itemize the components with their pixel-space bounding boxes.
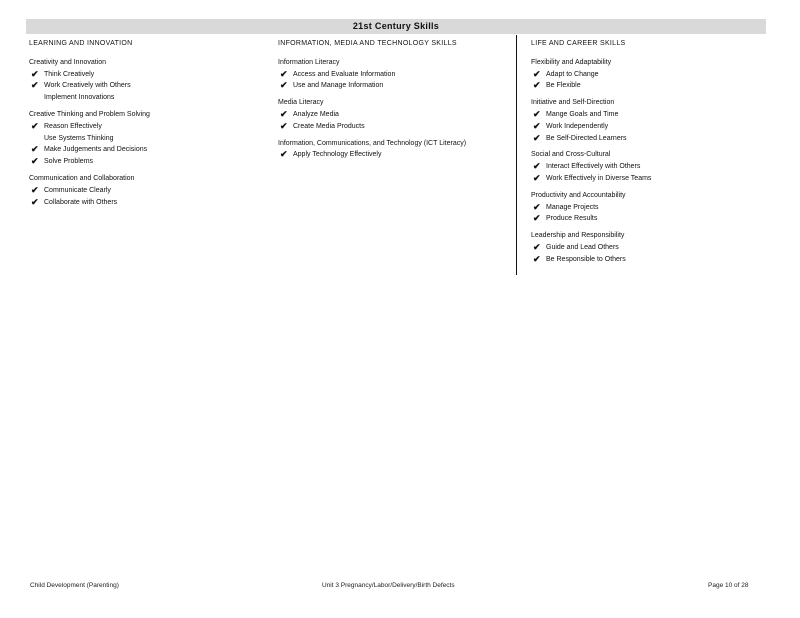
skill-item-label: Solve Problems <box>44 158 94 166</box>
skill-item <box>29 144 269 156</box>
skill-item <box>531 161 767 173</box>
checkmark-icon: ✔ <box>533 80 541 91</box>
skill-item-label: Work Creatively with Others <box>44 82 131 90</box>
page-title: 21st Century Skills <box>26 19 766 34</box>
skill-item <box>531 133 767 145</box>
footer-course: Child Development (Parenting) <box>30 582 119 589</box>
checkmark-icon: ✔ <box>533 108 541 119</box>
skill-item <box>278 121 514 133</box>
skill-item-label: Reason Effectively <box>44 122 102 130</box>
skill-item <box>29 133 269 145</box>
skill-item-label: Be Flexible <box>546 82 581 90</box>
checkmark-icon: ✔ <box>31 196 39 207</box>
checkmark-icon: ✔ <box>280 108 288 119</box>
skill-item-label: Be Responsible to Others <box>546 255 626 263</box>
skill-item-label: Guide and Lead Others <box>546 243 619 251</box>
skill-item <box>531 202 767 214</box>
checkmark-icon: ✔ <box>533 120 541 131</box>
checkmark-icon: ✔ <box>31 184 39 195</box>
column-heading: LEARNING AND INNOVATION <box>29 40 133 47</box>
skill-item <box>278 109 514 121</box>
skill-item-label: Adapt to Change <box>546 70 599 78</box>
skill-item <box>29 185 269 197</box>
checkmark-icon: ✔ <box>31 68 39 79</box>
skill-group-heading: Social and Cross-Cultural <box>531 151 611 159</box>
skill-item <box>278 69 514 81</box>
skill-item-label: Make Judgements and Decisions <box>44 146 148 154</box>
skill-item <box>531 121 767 133</box>
column-heading: LIFE AND CAREER SKILLS <box>531 40 626 47</box>
skill-item-label: Work Effectively in Diverse Teams <box>546 174 652 182</box>
skill-item <box>531 213 767 225</box>
skill-group <box>531 97 767 144</box>
checkmark-icon: ✔ <box>31 80 39 91</box>
checkmark-icon: ✔ <box>533 172 541 183</box>
checkmark-icon: ✔ <box>280 120 288 131</box>
skill-item-label: Apply Technology Effectively <box>293 151 382 159</box>
skill-group-heading: Flexibility and Adaptability <box>531 58 612 66</box>
skill-item-label: Think Creatively <box>44 70 95 78</box>
column-divider <box>516 35 517 275</box>
checkmark-icon: ✔ <box>533 132 541 143</box>
column-learning-innovation <box>29 38 269 213</box>
skill-item-label: Access and Evaluate Information <box>293 70 396 78</box>
checkmark-icon: ✔ <box>533 213 541 224</box>
skill-item <box>29 197 269 209</box>
skill-item-label: Communicate Clearly <box>44 186 111 194</box>
skill-group <box>531 230 767 265</box>
checkmark-icon: ✔ <box>280 149 288 160</box>
skill-item <box>29 80 269 92</box>
skill-group-heading: Leadership and Responsibility <box>531 232 625 240</box>
skill-item <box>531 254 767 266</box>
column-life-career <box>531 38 767 271</box>
skill-group-heading: Creative Thinking and Problem Solving <box>29 110 150 118</box>
skill-item-label: Create Media Products <box>293 122 365 130</box>
skill-item-label: Work Independently <box>546 122 609 130</box>
skill-group-heading: Information Literacy <box>278 58 340 66</box>
skill-item <box>278 149 514 161</box>
skill-group <box>278 97 514 132</box>
skill-item-label: Interact Effectively with Others <box>546 163 641 171</box>
skill-item-label: Use Systems Thinking <box>44 134 114 142</box>
skill-item-label: Produce Results <box>546 215 598 223</box>
skill-item-label: Mange Goals and Time <box>546 110 619 118</box>
skill-group <box>531 57 767 92</box>
checkmark-icon: ✔ <box>533 241 541 252</box>
skill-group-heading: Media Literacy <box>278 99 324 107</box>
checkmark-icon: ✔ <box>533 161 541 172</box>
column-information-media-technology <box>278 38 514 166</box>
skill-group <box>531 149 767 184</box>
skill-group-heading: Productivity and Accountability <box>531 191 626 199</box>
checkmark-icon: ✔ <box>31 120 39 131</box>
checkmark-icon: ✔ <box>280 68 288 79</box>
skill-group <box>29 173 269 208</box>
checkmark-icon: ✔ <box>533 253 541 264</box>
skill-item <box>531 109 767 121</box>
skill-item-label: Use and Manage Information <box>293 82 384 90</box>
skill-item <box>278 80 514 92</box>
skill-item <box>29 92 269 104</box>
column-heading: INFORMATION, MEDIA AND TECHNOLOGY SKILLS <box>278 40 457 47</box>
skill-item-label: Be Self-Directed Learners <box>546 134 627 142</box>
checkmark-icon: ✔ <box>31 156 39 167</box>
checkmark-icon: ✔ <box>533 201 541 212</box>
skill-item <box>531 242 767 254</box>
skill-item <box>531 80 767 92</box>
skill-group <box>278 57 514 92</box>
checkmark-icon: ✔ <box>280 80 288 91</box>
skill-group-heading: Information, Communications, and Technology (ICT Literacy) <box>278 139 467 147</box>
checkmark-icon: ✔ <box>533 68 541 79</box>
skill-item-label: Analyze Media <box>293 110 339 118</box>
footer-unit: Unit 3 Pregnancy/Labor/Delivery/Birth Defects <box>322 582 455 589</box>
skill-group-heading: Creativity and Innovation <box>29 58 107 66</box>
skill-group <box>29 109 269 168</box>
footer-page-number: Page 10 of 28 <box>708 582 749 589</box>
skill-item <box>531 69 767 81</box>
checkmark-icon: ✔ <box>31 144 39 155</box>
skill-item <box>29 121 269 133</box>
skill-item-label: Implement Innovations <box>44 94 115 102</box>
skill-item <box>29 69 269 81</box>
skill-item <box>29 156 269 168</box>
skill-group-heading: Initiative and Self-Direction <box>531 99 615 107</box>
skill-group-heading: Communication and Collaboration <box>29 174 135 182</box>
skill-item-label: Manage Projects <box>546 203 599 211</box>
skill-group <box>29 57 269 104</box>
skill-group <box>531 190 767 225</box>
skill-item <box>531 173 767 185</box>
skill-group <box>278 138 514 162</box>
skill-item-label: Collaborate with Others <box>44 198 118 206</box>
